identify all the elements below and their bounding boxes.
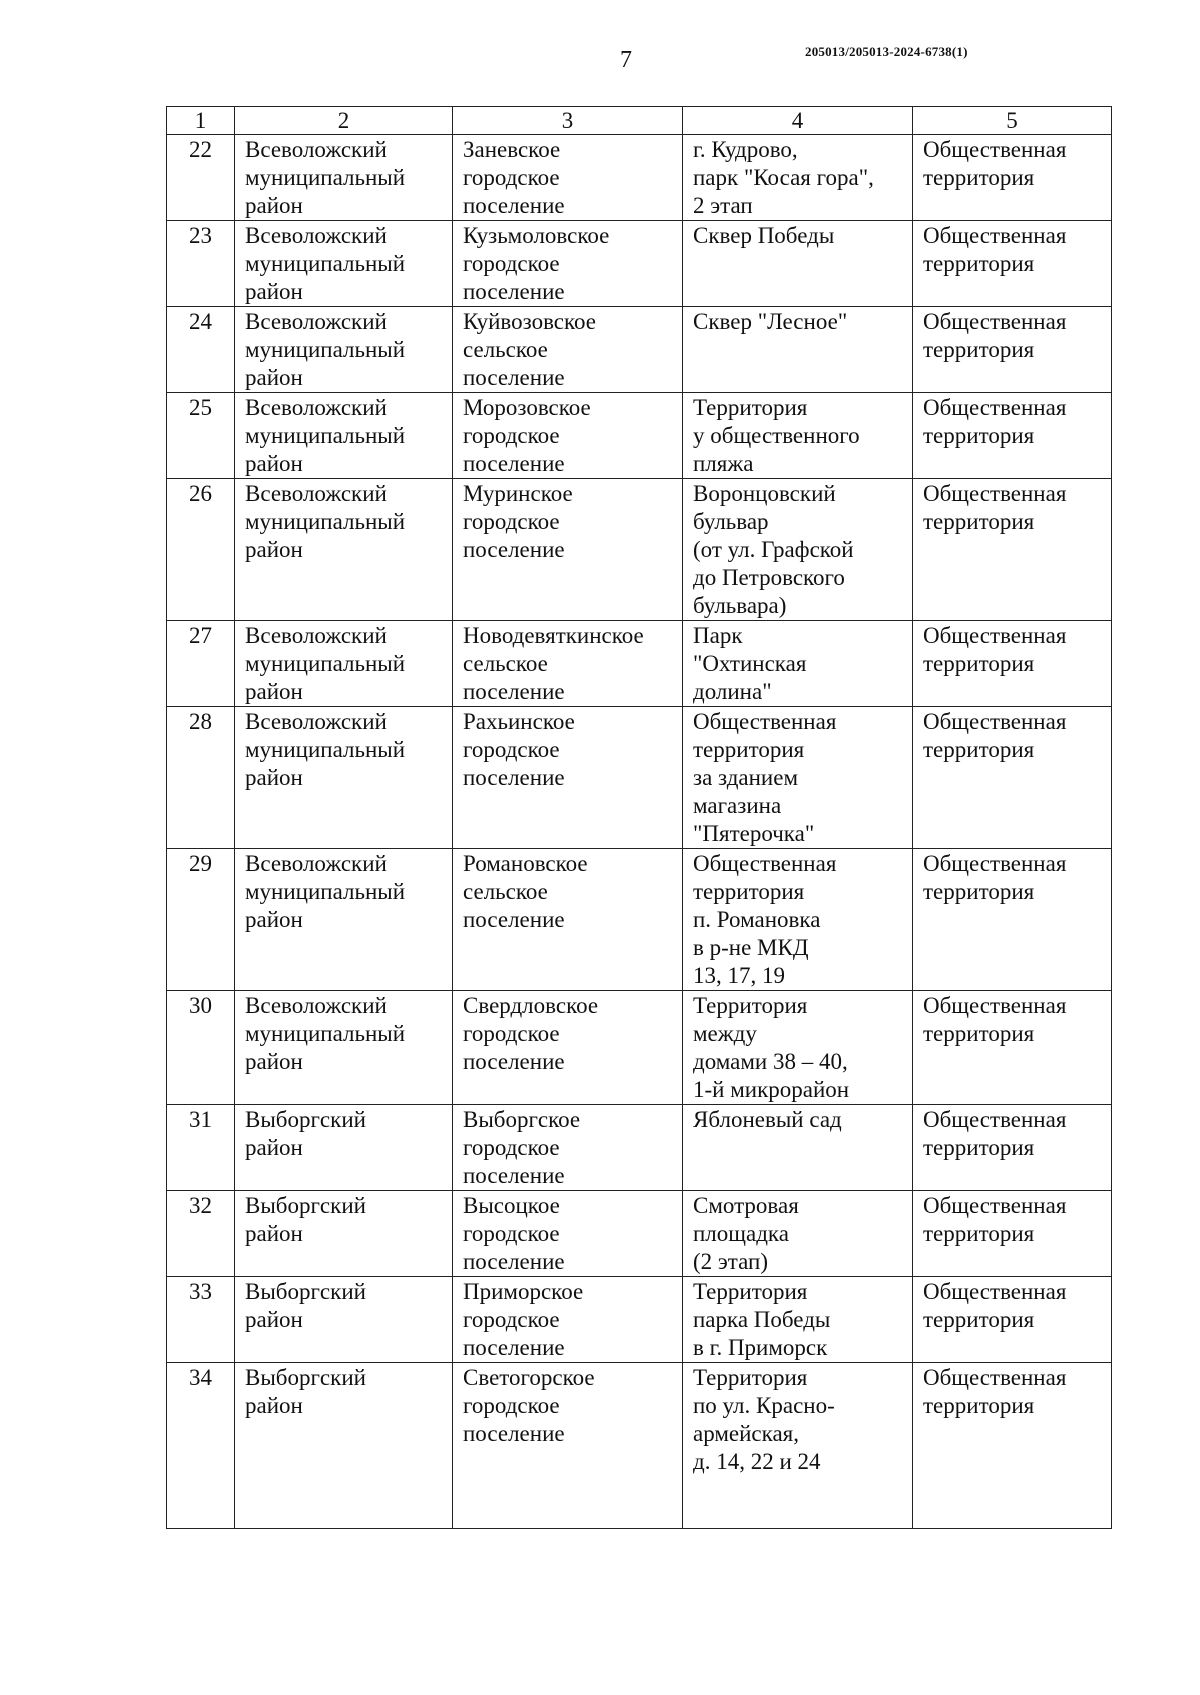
document-code: 205013/205013-2024-6738(1)	[805, 44, 968, 59]
table-row	[167, 1105, 1112, 1191]
district-cell: Выборгский район	[235, 1277, 453, 1363]
row-number: 33	[167, 1277, 235, 1363]
table-row	[167, 393, 1112, 479]
row-number: 23	[167, 221, 235, 307]
object-cell: Территория у общественного пляжа	[683, 393, 913, 479]
table-row	[167, 991, 1112, 1105]
settlement-cell: Романовское сельское поселение	[453, 849, 683, 991]
object-cell: г. Кудрово, парк "Косая гора", 2 этап	[683, 135, 913, 221]
settlement-cell: Высоцкое городское поселение	[453, 1191, 683, 1277]
type-cell: Общественная территория	[913, 307, 1112, 393]
settlement-cell: Заневское городское поселение	[453, 135, 683, 221]
row-number: 30	[167, 991, 235, 1105]
settlement-cell: Рахьинское городское поселение	[453, 707, 683, 849]
row-number: 25	[167, 393, 235, 479]
district-cell: Выборгский район	[235, 1363, 453, 1529]
table-row	[167, 307, 1112, 393]
type-cell: Общественная территория	[913, 991, 1112, 1105]
object-cell: Сквер "Лесное"	[683, 307, 913, 393]
district-cell: Всеволожский муниципальный район	[235, 621, 453, 707]
object-cell: Смотровая площадка (2 этап)	[683, 1191, 913, 1277]
district-cell: Всеволожский муниципальный район	[235, 991, 453, 1105]
object-cell: Территория по ул. Красно- армейская, д. 14, 22 и 24	[683, 1363, 913, 1529]
object-cell: Воронцовский бульвар (от ул. Графской до Петровского бульвара)	[683, 479, 913, 621]
table-row	[167, 621, 1112, 707]
object-cell: Территория между домами 38 – 40, 1-й микрорайон	[683, 991, 913, 1105]
settlement-cell: Свердловское городское поселение	[453, 991, 683, 1105]
table-row	[167, 1277, 1112, 1363]
district-cell: Всеволожский муниципальный район	[235, 135, 453, 221]
page-number: 7	[620, 47, 632, 73]
type-cell: Общественная территория	[913, 1105, 1112, 1191]
district-cell: Всеволожский муниципальный район	[235, 707, 453, 849]
object-cell: Территория парка Победы в г. Приморск	[683, 1277, 913, 1363]
row-number: 26	[167, 479, 235, 621]
settlement-cell: Новодевяткинское сельское поселение	[453, 621, 683, 707]
row-number: 28	[167, 707, 235, 849]
district-cell: Всеволожский муниципальный район	[235, 307, 453, 393]
column-header: 3	[453, 107, 683, 135]
row-number: 34	[167, 1363, 235, 1529]
settlement-cell: Куйвозовское сельское поселение	[453, 307, 683, 393]
column-header: 4	[683, 107, 913, 135]
settlement-cell: Выборгское городское поселение	[453, 1105, 683, 1191]
table-row	[167, 707, 1112, 849]
district-cell: Всеволожский муниципальный район	[235, 479, 453, 621]
table-header-row	[167, 107, 1112, 135]
settlement-cell: Кузьмоловское городское поселение	[453, 221, 683, 307]
type-cell: Общественная территория	[913, 621, 1112, 707]
object-cell: Общественная территория п. Романовка в р-не МКД 13, 17, 19	[683, 849, 913, 991]
object-cell: Общественная территория за зданием магазина "Пятерочка"	[683, 707, 913, 849]
row-number: 29	[167, 849, 235, 991]
type-cell: Общественная территория	[913, 1191, 1112, 1277]
type-cell: Общественная территория	[913, 849, 1112, 991]
object-cell: Сквер Победы	[683, 221, 913, 307]
territories-table	[166, 106, 1112, 1529]
type-cell: Общественная территория	[913, 1363, 1112, 1529]
table-row	[167, 221, 1112, 307]
table-row	[167, 849, 1112, 991]
type-cell: Общественная территория	[913, 135, 1112, 221]
district-cell: Выборгский район	[235, 1191, 453, 1277]
district-cell: Всеволожский муниципальный район	[235, 393, 453, 479]
settlement-cell: Морозовское городское поселение	[453, 393, 683, 479]
row-number: 31	[167, 1105, 235, 1191]
settlement-cell: Приморское городское поселение	[453, 1277, 683, 1363]
table-row	[167, 479, 1112, 621]
object-cell: Яблоневый сад	[683, 1105, 913, 1191]
type-cell: Общественная территория	[913, 707, 1112, 849]
settlement-cell: Муринское городское поселение	[453, 479, 683, 621]
district-cell: Всеволожский муниципальный район	[235, 221, 453, 307]
table-row	[167, 135, 1112, 221]
table-row	[167, 1191, 1112, 1277]
row-number: 27	[167, 621, 235, 707]
district-cell: Всеволожский муниципальный район	[235, 849, 453, 991]
settlement-cell: Светогорское городское поселение	[453, 1363, 683, 1529]
type-cell: Общественная территория	[913, 1277, 1112, 1363]
row-number: 24	[167, 307, 235, 393]
row-number: 22	[167, 135, 235, 221]
column-header: 5	[913, 107, 1112, 135]
type-cell: Общественная территория	[913, 393, 1112, 479]
object-cell: Парк "Охтинская долина"	[683, 621, 913, 707]
row-number: 32	[167, 1191, 235, 1277]
type-cell: Общественная территория	[913, 221, 1112, 307]
column-header: 2	[235, 107, 453, 135]
table-row	[167, 1363, 1112, 1529]
district-cell: Выборгский район	[235, 1105, 453, 1191]
type-cell: Общественная территория	[913, 479, 1112, 621]
column-header: 1	[167, 107, 235, 135]
